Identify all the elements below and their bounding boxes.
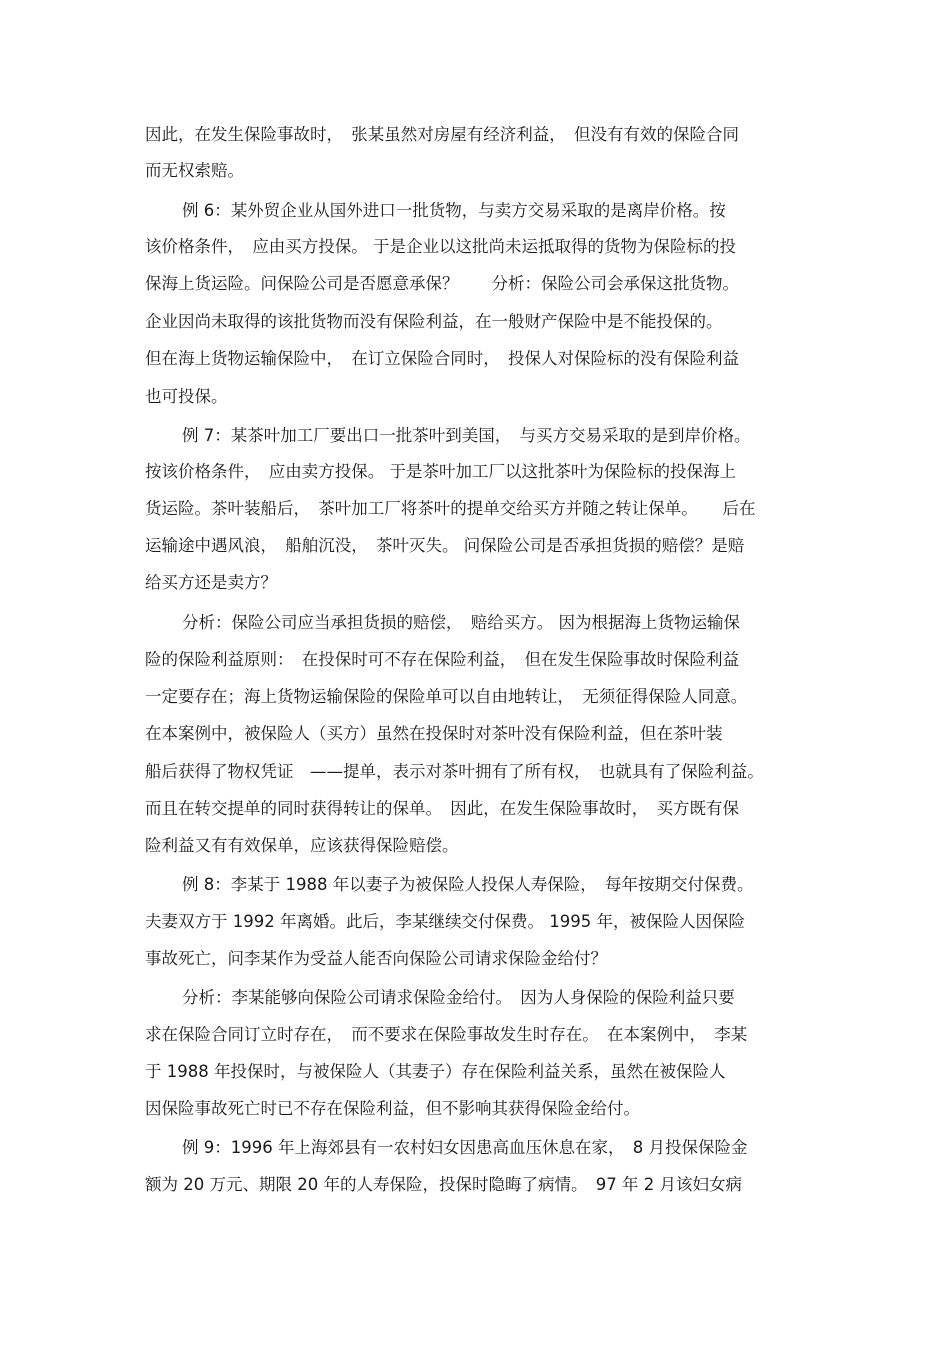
- text-line: 企业因尚未取得的该批货物而没有保险利益，在一般财产保险中是不能投保的。: [145, 312, 723, 331]
- text-line: 夫妻双方于 1992 年离婚。此后，李某继续交付保费。 1995 年，被保险人因保险: [145, 912, 745, 931]
- text-line: 在本案例中，被保险人（买方）虽然在投保时对茶叶没有保险利益，但在茶叶装: [145, 724, 723, 743]
- text-line: 分析：李某能够向保险公司请求保险金给付。 因为人身保险的保险利益只要: [182, 988, 735, 1007]
- text-line: 因此，在发生保险事故时， 张某虽然对房屋有经济利益， 但没有有效的保险合同: [145, 125, 739, 144]
- text-line: 因保险事故死亡时已不存在保险利益，但不影响其获得保险金给付。: [145, 1099, 640, 1118]
- text-line: 给买方还是卖方？: [145, 573, 277, 592]
- text-line: 但在海上货物运输保险中， 在订立保险合同时， 投保人对保险标的没有保险利益: [145, 349, 739, 368]
- text-line: 险利益又有有效保单，应该获得保险赔偿。: [145, 836, 459, 855]
- text-line: 例 9：1996 年上海郊县有一农村妇女因患高血压休息在家， 8 月投保保险金: [182, 1138, 748, 1157]
- text-line: 而无权索赔。: [145, 161, 244, 180]
- text-line: 也可投保。: [145, 387, 228, 406]
- text-line: 事故死亡，问李某作为受益人能否向保险公司请求保险金给付？: [145, 949, 607, 968]
- text-line: 例 8：李某于 1988 年以妻子为被保险人投保人寿保险， 每年按期交付保费。: [182, 875, 754, 894]
- text-line: 运输途中遇风浪， 船舶沉没， 茶叶灭失。 问保险公司是否承担货损的赔偿？是赔: [145, 536, 745, 555]
- text-line: 险的保险利益原则： 在投保时可不存在保险利益， 但在发生保险事故时保险利益: [145, 650, 739, 669]
- text-line: 分析：保险公司应当承担货损的赔偿， 赔给买方。 因为根据海上货物运输保: [182, 613, 740, 632]
- text-line: 而且在转交提单的同时获得转让的保单。 因此，在发生保险事故时， 买方既有保: [145, 799, 739, 818]
- text-line: 该价格条件， 应由买方投保。 于是企业以这批尚未运抵取得的货物为保险标的投: [145, 237, 736, 256]
- text-line: 于 1988 年投保时，与被保险人（其妻子）存在保险利益关系，虽然在被保险人: [145, 1062, 726, 1081]
- text-line: 额为 20 万元、期限 20 年的人寿保险，投保时隐晦了病情。 97 年 2 月该妇女病: [145, 1175, 742, 1194]
- text-line: 保海上货运险。问保险公司是否愿意承保？ 分析：保险公司会承保这批货物。: [145, 274, 739, 293]
- text-line: 例 6：某外贸企业从国外进口一批货物，与卖方交易采取的是离岸价格。按: [182, 201, 726, 220]
- text-line: 按该价格条件， 应由卖方投保。 于是茶叶加工厂以这批茶叶为保险标的投保海上: [145, 462, 736, 481]
- text-line: 船后获得了物权凭证 ——提单，表示对茶叶拥有了所有权， 也就具有了保险利益。: [145, 762, 764, 781]
- text-line: 求在保险合同订立时存在， 而不要求在保险事故发生时存在。 在本案例中， 李某: [145, 1025, 748, 1044]
- text-line: 一定要存在；海上货物运输保险的保险单可以自由地转让， 无须征得保险人同意。: [145, 687, 748, 706]
- text-line: 例 7：某茶叶加工厂要出口一批茶叶到美国， 与买方交易采取的是到岸价格。: [182, 426, 751, 445]
- text-line: 货运险。茶叶装船后， 茶叶加工厂将茶叶的提单交给买方并随之转让保单。 后在: [145, 499, 756, 518]
